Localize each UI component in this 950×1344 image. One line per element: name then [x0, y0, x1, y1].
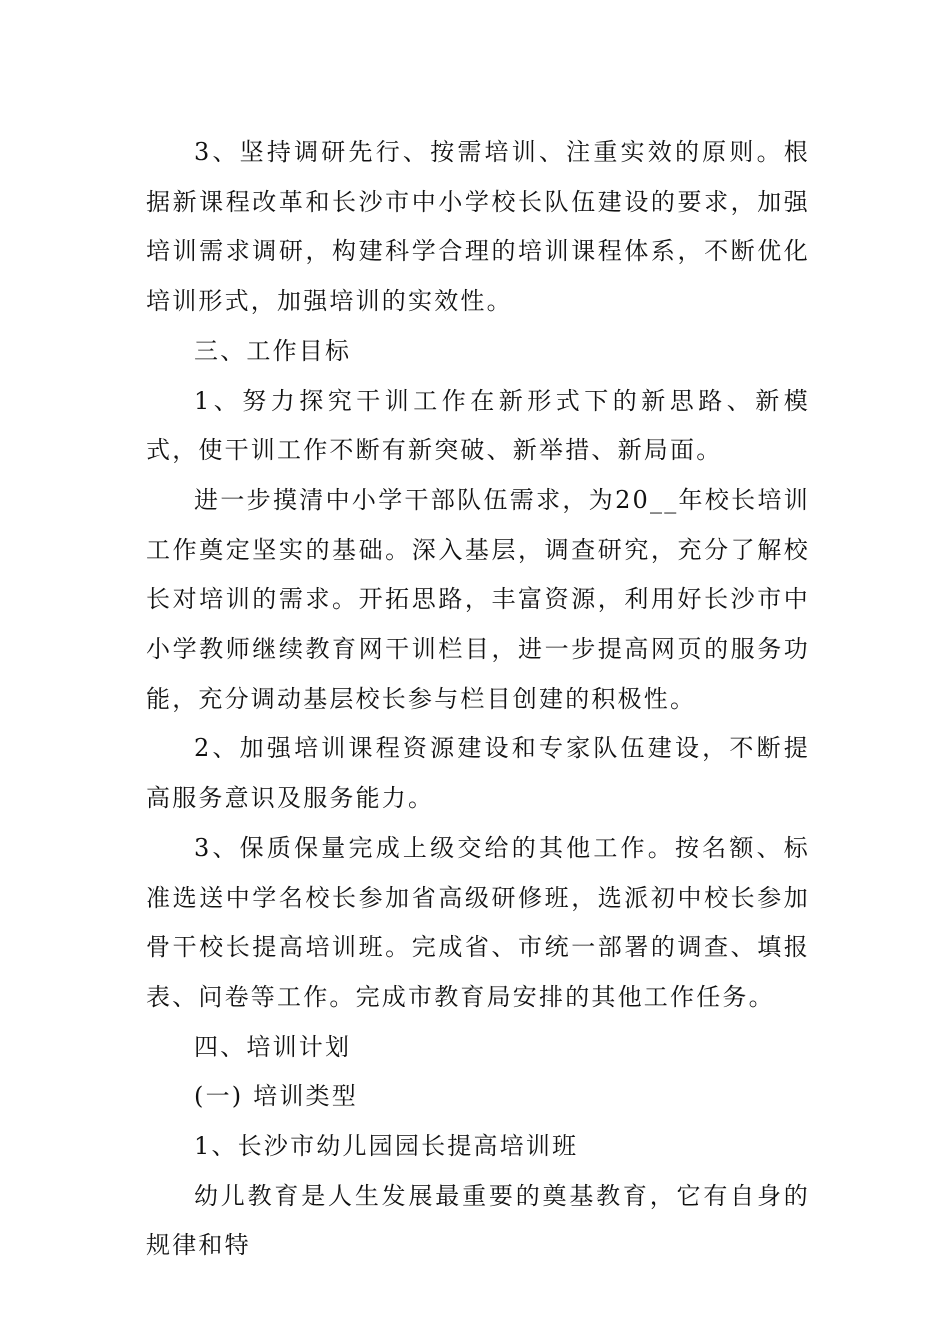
paragraph-goal-2: 2、加强培训课程资源建设和专家队伍建设，不断提高服务意识及服务能力。 — [146, 734, 810, 813]
subsection-heading-training-types: (一) 培训类型 — [194, 1082, 358, 1111]
paragraph-goal-3: 3、保质保量完成上级交给的其他工作。按名额、标准选送中学名校长参加省高级研修班，选派初中校长参加骨干校长提高培训班。完成省、市统一部署的调查、填报表、问卷等工作。完成市教育局安排的其他工作任务。 — [146, 833, 810, 1011]
item-heading-kindergarten-director-class: 1、长沙市幼儿园园长提高培训班 — [194, 1132, 579, 1161]
paragraph-goal-1: 1、努力探究干训工作在新形式下的新思路、新模式，使干训工作不断有新突破、新举措、新局面。 — [146, 386, 810, 465]
document-body — [146, 128, 810, 1271]
section-heading-work-goals: 三、工作目标 — [194, 336, 352, 365]
paragraph-principle-3: 3、坚持调研先行、按需培训、注重实效的原则。根据新课程改革和长沙市中小学校长队伍建设的要求，加强培训需求调研，构建科学合理的培训课程体系，不断优化培训形式，加强培训的实效性。 — [146, 138, 810, 316]
section-heading-training-plan: 四、培训计划 — [194, 1032, 352, 1061]
paragraph-goal-1-detail: 进一步摸清中小学干部队伍需求，为20__年校长培训工作奠定坚实的基础。深入基层，调查研究，充分了解校长对培训的需求。开拓思路，丰富资源，利用好长沙市中小学教师继续教育网干训栏目，进一步提高网页的服务功能，充分调动基层校长参与栏目创建的积极性。 — [146, 485, 810, 713]
paragraph-early-childhood-education: 幼儿教育是人生发展最重要的奠基教育，它有自身的规律和特 — [146, 1181, 810, 1260]
